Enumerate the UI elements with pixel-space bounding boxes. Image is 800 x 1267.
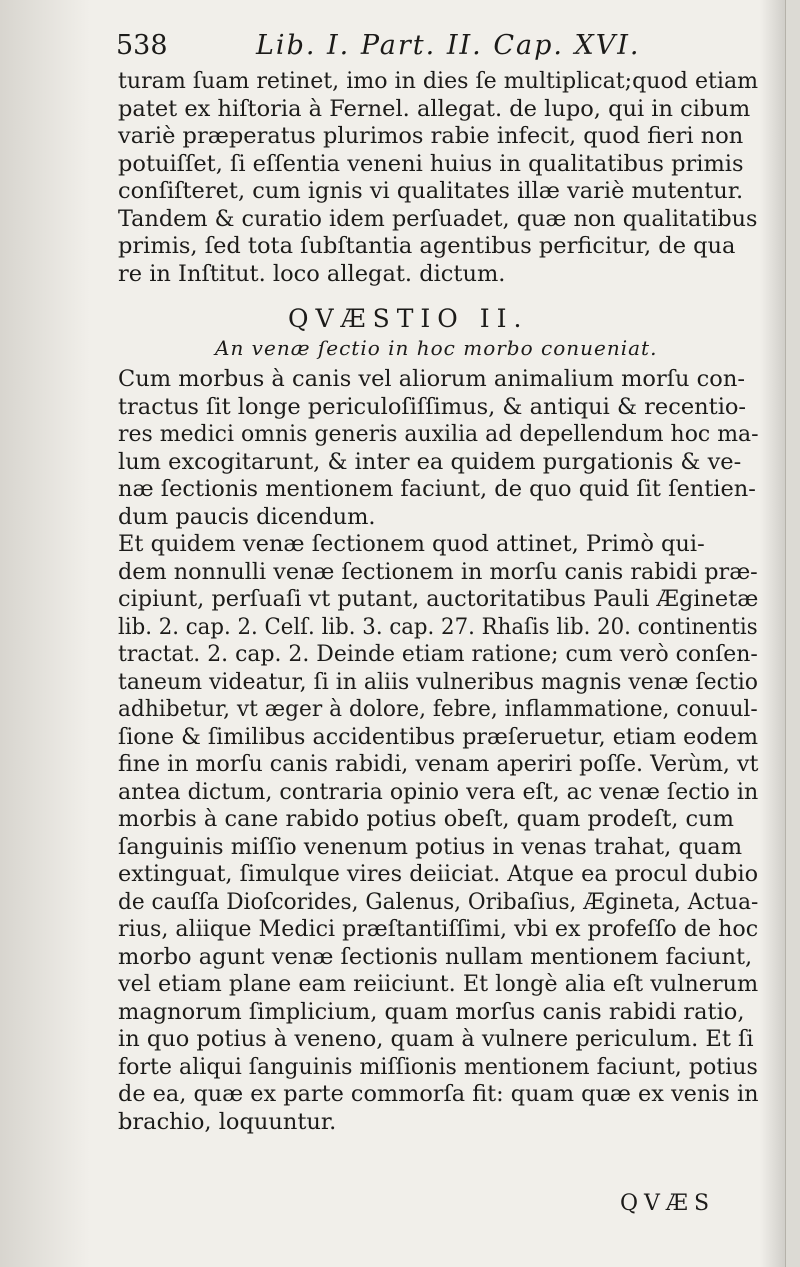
text-line: morbis à cane rabido potius obeſt, quam prodeſt, cum bbox=[118, 806, 734, 832]
text-line: tractus ſit longe periculoſiſſimus, & antiqui & recentio- bbox=[118, 393, 747, 420]
page-number: 538 bbox=[116, 30, 168, 61]
text-line: in quo potius à veneno, quam à vulnere periculum. Et ſi bbox=[118, 1026, 754, 1052]
text-line: turam ſuam retinet, imo in dies ſe multiplicat;quod etiam bbox=[118, 68, 759, 94]
text-line: antea dictum, contraria opinio vera eſt, ac venæ ſectio in bbox=[118, 778, 759, 805]
text-block-main bbox=[118, 366, 795, 1136]
catchword: QVÆS bbox=[620, 1191, 716, 1216]
text-line: magnorum ſimplicium, quam morſus canis rabidi ratio, bbox=[118, 998, 745, 1025]
question-heading: QVÆSTIO II. bbox=[288, 304, 529, 333]
text-line: variè præperatus plurimos rabie infecit, quod fieri non bbox=[118, 123, 744, 149]
text-line: patet ex hiſtoria à Fernel. allegat. de lupo, qui in cibum bbox=[118, 95, 751, 122]
running-head: Lib. I. Part. II. Cap. XVI. bbox=[256, 30, 641, 61]
question-subheading: An venæ ſectio in hoc morbo conueniat. bbox=[215, 336, 658, 360]
text-block-top bbox=[118, 68, 770, 288]
text-line: res medici omnis generis auxilia ad depellendum hoc ma- bbox=[118, 421, 759, 447]
text-line: ſione & ſimilibus accidentibus præſeruetur, etiam eodem bbox=[118, 723, 759, 750]
page-header bbox=[116, 30, 756, 70]
text-line: forte aliqui ſanguinis miſſionis mentionem faciunt, potius bbox=[118, 1053, 758, 1080]
text-line: cipiunt, perſuaſi vt putant, auctoritatibus Pauli Æginetæ bbox=[118, 586, 759, 612]
text-line: lum excogitarunt, & inter ea quidem purgationis & ve- bbox=[118, 448, 742, 475]
text-line: lib. 2. cap. 2. Celſ. lib. 3. cap. 27. Rhaſis lib. 20. continentis bbox=[118, 613, 758, 640]
text-line: tractat. 2. cap. 2. Deinde etiam ratione; cum verò conſen- bbox=[118, 641, 758, 667]
text-line: primis, ſed tota ſubſtantia agentibus perficitur, de qua bbox=[118, 233, 736, 259]
text-line: dem nonnulli venæ ſectionem in morſu canis rabidi præ- bbox=[118, 558, 758, 585]
text-line: morbo agunt venæ ſectionis nullam mentionem faciunt, bbox=[118, 943, 753, 970]
text-line: næ ſectionis mentionem faciunt, de quo quid ſit ſentien- bbox=[118, 476, 756, 502]
text-line: extinguat, ſimulque vires deiiciat. Atque ea procul dubio bbox=[118, 861, 759, 887]
text-line: de cauſſa Dioſcorides, Galenus, Oribaſius, Ægineta, Actua- bbox=[118, 888, 759, 915]
text-line: brachio, loquuntur. bbox=[118, 1108, 337, 1135]
text-line: re in Inſtitut. loco allegat. dictum. bbox=[118, 260, 506, 287]
text-line: conſiſteret, cum ignis vi qualitates illæ variè mutentur. bbox=[118, 178, 744, 204]
text-line: dum paucis dicendum. bbox=[118, 503, 376, 530]
text-line: de ea, quæ ex parte commorſa fit: quam quæ ex venis in bbox=[118, 1081, 759, 1107]
text-line: potuiſſet, ſi eſſentia veneni huius in qualitatibus primis bbox=[118, 150, 744, 177]
text-line: taneum videatur, ſi in aliis vulneribus magnis venæ ſectio bbox=[118, 668, 759, 695]
text-line: Cum morbus à canis vel aliorum animalium morſu con- bbox=[118, 366, 745, 392]
gutter-shadow bbox=[0, 0, 90, 1267]
text-line: Et quidem venæ ſectionem quod attinet, Primò qui- bbox=[118, 531, 705, 557]
text-line: ſanguinis miſſio venenum potius in venas trahat, quam bbox=[118, 833, 743, 860]
text-line: adhibetur, vt æger à dolore, febre, inflammatione, conuul- bbox=[118, 696, 758, 722]
text-line: rius, aliique Medici præſtantiſſimi, vbi ex profeſſo de hoc bbox=[118, 916, 759, 942]
text-line: vel etiam plane eam reiiciunt. Et longè alia eſt vulnerum bbox=[118, 971, 759, 997]
text-line: Tandem & curatio idem perſuadet, quæ non qualitatibus bbox=[118, 205, 758, 232]
text-line: fine in morſu canis rabidi, venam aperiri poſſe. Verùm, vt bbox=[118, 751, 759, 777]
